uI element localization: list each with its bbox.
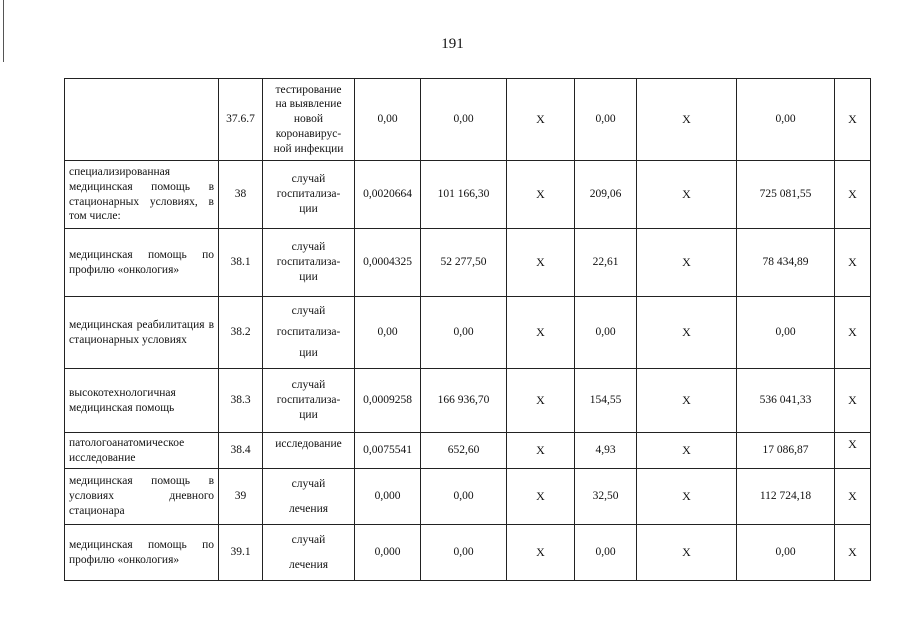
row-unit: случай госпитализа- ции [263, 229, 355, 297]
row-code: 38.3 [219, 369, 263, 433]
cell-x: X [507, 433, 575, 469]
cell-x: X [637, 297, 737, 369]
cell-value: 0,00 [421, 297, 507, 369]
row-code: 38.2 [219, 297, 263, 369]
table-row [65, 229, 871, 297]
cell-value: 0,00 [421, 469, 507, 525]
row-name: медицинская реабилитация в стационарных условиях [65, 297, 219, 369]
cell-x: X [637, 79, 737, 161]
cell-x: X [835, 229, 871, 297]
cell-x: X [507, 297, 575, 369]
cell-value: 209,06 [575, 161, 637, 229]
row-name: медицинская помощь по профилю «онкология» [65, 229, 219, 297]
row-name: медицинская помощь в условиях дневного стационара [65, 469, 219, 525]
row-unit: случай госпитализа- ции [263, 369, 355, 433]
cell-value: 166 936,70 [421, 369, 507, 433]
cell-value: 0,00 [737, 79, 835, 161]
row-code: 39.1 [219, 525, 263, 581]
cell-x: X [637, 369, 737, 433]
cell-x: X [637, 433, 737, 469]
cell-x: X [507, 469, 575, 525]
cell-x: X [507, 525, 575, 581]
cell-x: X [835, 79, 871, 161]
row-name: медицинская помощь по профилю «онкология» [65, 525, 219, 581]
row-unit: случай лечения [263, 525, 355, 581]
cell-value: 4,93 [575, 433, 637, 469]
cell-value: 32,50 [575, 469, 637, 525]
row-unit: случай лечения [263, 469, 355, 525]
cell-value: 0,00 [421, 525, 507, 581]
row-unit: тестирование на выявление новой коронавирус- ной инфекции [263, 79, 355, 161]
cell-x: X [637, 469, 737, 525]
cell-x: X [507, 79, 575, 161]
cell-value: 0,00 [355, 79, 421, 161]
table-row [65, 161, 871, 229]
page-number: 191 [441, 36, 464, 52]
row-name: патологоанатомическое исследование [65, 433, 219, 469]
cell-x: X [637, 161, 737, 229]
cell-value: 0,00 [737, 297, 835, 369]
cell-value: 536 041,33 [737, 369, 835, 433]
row-code: 38.4 [219, 433, 263, 469]
cell-x: X [637, 229, 737, 297]
table-row [65, 79, 871, 161]
cell-value: 154,55 [575, 369, 637, 433]
cell-x: X [507, 369, 575, 433]
row-name: высокотехнологичная медицинская помощь [65, 369, 219, 433]
data-table [64, 78, 871, 581]
cell-x: X [835, 161, 871, 229]
table-row [65, 469, 871, 525]
cell-x: X [835, 297, 871, 369]
cell-x: X [507, 161, 575, 229]
table-row [65, 297, 871, 369]
cell-value: 52 277,50 [421, 229, 507, 297]
cell-x: X [835, 433, 871, 469]
cell-x: X [507, 229, 575, 297]
cell-value: 0,00 [575, 525, 637, 581]
cell-value: 0,00 [421, 79, 507, 161]
cell-x: X [637, 525, 737, 581]
cell-value: 0,00 [575, 79, 637, 161]
cell-value: 78 434,89 [737, 229, 835, 297]
cell-x: X [835, 525, 871, 581]
cell-value: 0,0009258 [355, 369, 421, 433]
cell-value: 22,61 [575, 229, 637, 297]
row-name [65, 79, 219, 161]
row-code: 38 [219, 161, 263, 229]
cell-value: 0,00 [355, 297, 421, 369]
row-code: 39 [219, 469, 263, 525]
table-row [65, 433, 871, 469]
cell-value: 0,00 [575, 297, 637, 369]
cell-value: 725 081,55 [737, 161, 835, 229]
table-row [65, 525, 871, 581]
cell-value: 101 166,30 [421, 161, 507, 229]
cell-value: 0,00 [737, 525, 835, 581]
row-code: 37.6.7 [219, 79, 263, 161]
cell-value: 0,000 [355, 525, 421, 581]
row-unit: случай госпитализа- ции [263, 297, 355, 369]
row-unit: исследование [263, 433, 355, 469]
row-name: специализированная медицинская помощь в стационарных условиях, в том числе: [65, 161, 219, 229]
cell-x: X [835, 469, 871, 525]
row-code: 38.1 [219, 229, 263, 297]
cell-value: 652,60 [421, 433, 507, 469]
cell-value: 17 086,87 [737, 433, 835, 469]
cell-x: X [835, 369, 871, 433]
cell-value: 0,0004325 [355, 229, 421, 297]
cell-value: 112 724,18 [737, 469, 835, 525]
cell-value: 0,0020664 [355, 161, 421, 229]
cell-value: 0,0075541 [355, 433, 421, 469]
row-unit: случай госпитализа- ции [263, 161, 355, 229]
cell-value: 0,000 [355, 469, 421, 525]
table-row [65, 369, 871, 433]
